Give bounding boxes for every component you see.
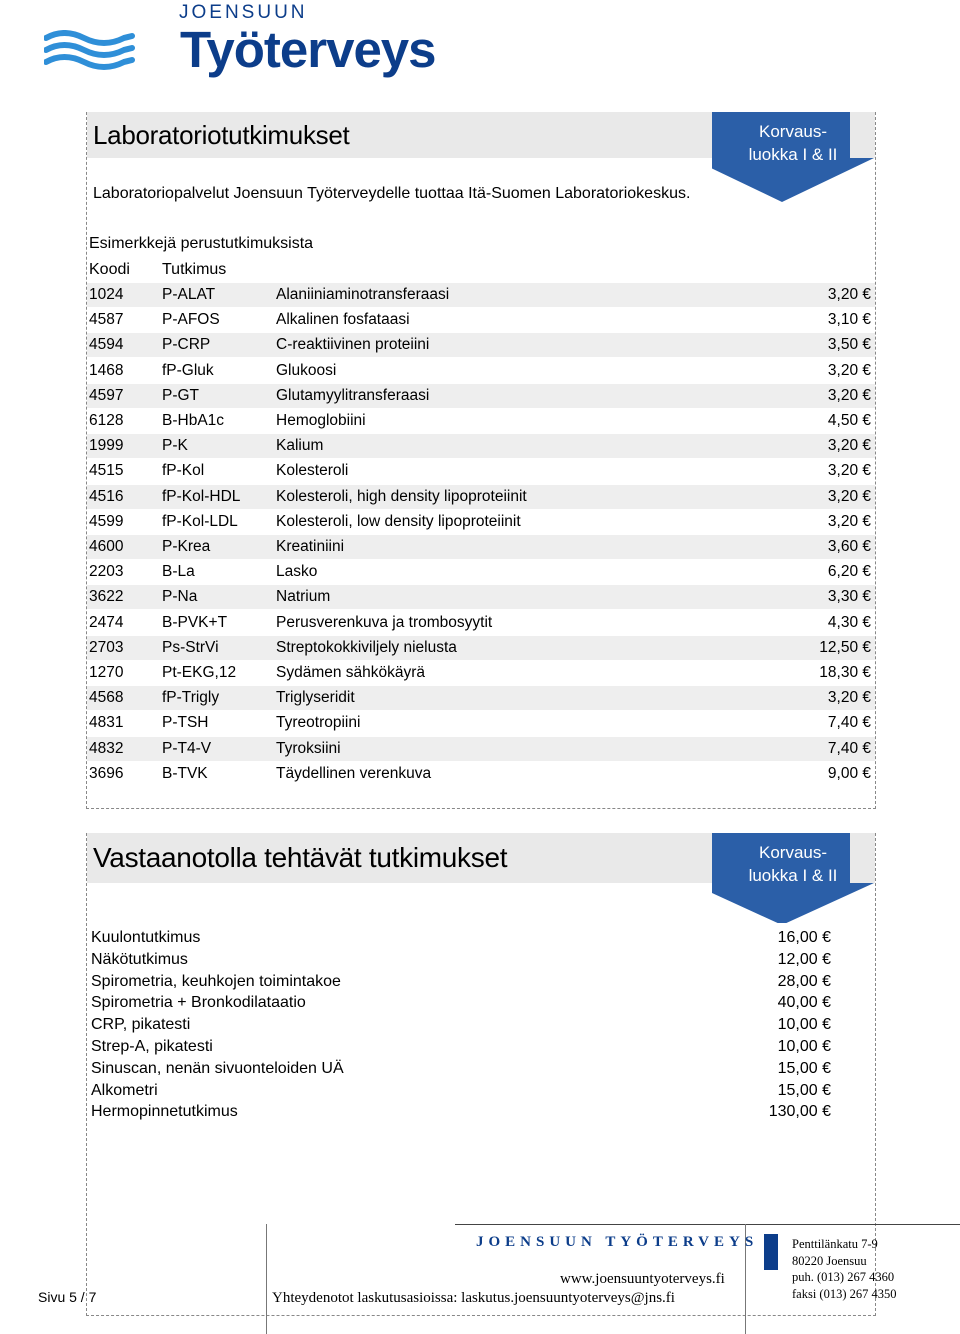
intro-text: Laboratoriopalvelut Joensuun Työterveydelle tuottaa Itä-Suomen Laboratoriokeskus. (93, 185, 691, 202)
test-abbreviation: fP-Kol-HDL (162, 487, 241, 505)
table-row (87, 535, 875, 559)
footer-brand-mark (764, 1234, 778, 1270)
logo-line1: JOENSUUN (179, 2, 308, 23)
test-price: 3,20 € (827, 689, 871, 707)
column-test: Tutkimus (162, 261, 227, 278)
test-price: 3,20 € (827, 512, 871, 530)
badge-line1: Korvaus- (758, 843, 828, 862)
list-item (91, 1081, 831, 1103)
table-row (87, 611, 875, 635)
logo-line2: Työterveys (180, 21, 436, 78)
fax-number: faksi (013) 267 4350 (792, 1286, 897, 1301)
test-description: Glutamyylitransferaasi (276, 386, 430, 404)
address-city: 80220 Joensuu (792, 1253, 867, 1268)
table-row (87, 510, 875, 534)
test-abbreviation: Ps-StrVi (162, 638, 219, 656)
footer-divider (455, 1224, 960, 1225)
list-item (91, 1059, 831, 1081)
test-abbreviation: fP-Kol (162, 462, 205, 480)
test-price: 9,00 € (827, 764, 871, 782)
reimbursement-badge (712, 833, 874, 923)
table-row (87, 686, 875, 710)
test-abbreviation: P-TSH (162, 714, 209, 732)
footer-brand: JOENSUUN TYÖTERVEYS (476, 1234, 759, 1250)
test-code: 1024 (89, 286, 124, 303)
test-price: 10,00 € (777, 1016, 831, 1034)
test-code: 6128 (89, 412, 124, 429)
test-description: Alkalinen fosfataasi (276, 311, 410, 329)
table-row (87, 560, 875, 584)
test-code: 4568 (89, 689, 124, 707)
test-description: Hemoglobiini (276, 412, 366, 429)
column-code: Koodi (89, 261, 130, 278)
test-abbreviation: P-ALAT (162, 286, 216, 303)
test-description: Streptokokkiviljely nielusta (276, 638, 457, 656)
badge-line1: Korvaus- (758, 122, 828, 141)
table-row (87, 409, 875, 433)
test-code: 4594 (89, 336, 124, 354)
test-price: 4,30 € (827, 613, 871, 631)
table-row (87, 737, 875, 761)
test-code: 2474 (89, 613, 124, 631)
list-item (91, 950, 831, 972)
footer-divider-vertical (266, 1224, 267, 1334)
test-price: 3,60 € (827, 538, 871, 555)
test-price: 3,30 € (827, 588, 871, 606)
test-price: 18,30 € (819, 664, 871, 681)
test-name: Näkötutkimus (91, 950, 188, 968)
test-description: Natrium (276, 588, 331, 606)
test-name: Hermopinnetutkimus (91, 1103, 238, 1121)
test-code: 4832 (89, 739, 124, 757)
test-description: Kalium (276, 437, 324, 455)
table-row (87, 459, 875, 483)
test-description: Sydämen sähkökäyrä (276, 664, 426, 681)
test-code: 4600 (89, 538, 124, 555)
test-abbreviation: P-AFOS (162, 311, 220, 329)
test-description: Glukoosi (276, 361, 337, 379)
table-row (87, 283, 875, 307)
test-price: 10,00 € (777, 1038, 831, 1055)
test-description: Kolesteroli, high density lipoproteiinit (276, 487, 527, 505)
test-code: 4587 (89, 311, 124, 329)
test-code: 4597 (89, 386, 124, 404)
test-code: 3696 (89, 764, 124, 782)
test-name: CRP, pikatesti (91, 1016, 191, 1034)
table-row (87, 636, 875, 660)
test-abbreviation: P-Krea (162, 538, 211, 555)
test-price: 28,00 € (777, 972, 831, 990)
test-abbreviation: B-La (162, 563, 195, 581)
test-price: 3,20 € (827, 361, 871, 379)
test-code: 1468 (89, 361, 124, 379)
test-price: 3,20 € (827, 386, 871, 404)
phone-number: puh. (013) 267 4360 (792, 1270, 895, 1284)
test-abbreviation: fP-Gluk (162, 361, 214, 379)
test-name: Kuulontutkimus (91, 929, 201, 946)
test-name: Spirometria, keuhkojen toimintakoe (91, 972, 341, 990)
address-street: Penttilänkatu 7-9 (792, 1237, 878, 1251)
test-abbreviation: P-CRP (162, 336, 211, 354)
test-code: 2703 (89, 638, 124, 656)
test-code: 4831 (89, 714, 124, 732)
test-abbreviation: B-HbA1c (162, 412, 225, 429)
test-code: 3622 (89, 588, 124, 606)
test-abbreviation: P-Na (162, 588, 198, 606)
table-row (87, 384, 875, 408)
reimbursement-badge (712, 112, 874, 202)
test-price: 3,20 € (827, 286, 871, 303)
section-title: Vastaanotolla tehtävät tutkimukset (93, 842, 508, 873)
test-code: 4599 (89, 512, 124, 530)
table-row (87, 711, 875, 735)
test-description: Tyreotropiini (276, 714, 361, 732)
test-description: Lasko (276, 563, 318, 581)
table-row (87, 762, 875, 786)
list-item (91, 1037, 831, 1059)
test-price: 3,20 € (827, 462, 871, 480)
test-code: 4515 (89, 462, 124, 480)
test-price: 16,00 € (777, 929, 831, 946)
test-price: 15,00 € (777, 1081, 831, 1099)
list-item (91, 972, 831, 994)
test-description: Alaniiniaminotransferaasi (276, 286, 450, 303)
table-row (87, 661, 875, 685)
test-code: 1270 (89, 664, 124, 681)
table-row (87, 585, 875, 609)
test-description: Tyroksiini (276, 739, 341, 757)
test-code: 4516 (89, 487, 124, 505)
test-description: Täydellinen verenkuva (276, 764, 432, 782)
footer-billing-contact: Yhteydenotot laskutusasioissa: laskutus.joensuuntyoterveys@jns.fi (272, 1290, 675, 1306)
test-abbreviation: B-TVK (162, 764, 208, 782)
test-name: Spirometria + Bronkodilataatio (91, 994, 306, 1012)
test-description: Kreatiniini (276, 538, 345, 555)
table-row (87, 359, 875, 383)
test-abbreviation: B-PVK+T (162, 613, 228, 631)
test-abbreviation: fP-Kol-LDL (162, 512, 238, 530)
test-price: 3,20 € (827, 487, 871, 505)
test-name: Alkometri (91, 1081, 158, 1099)
test-description: Kolesteroli (276, 462, 349, 480)
test-code: 2203 (89, 563, 124, 581)
test-price: 3,20 € (827, 437, 871, 455)
footer-address (792, 1236, 897, 1302)
test-abbreviation: Pt-EKG,12 (162, 664, 237, 681)
company-logo (44, 2, 436, 84)
waves-icon (44, 30, 136, 74)
test-description: C-reaktiivinen proteiini (276, 336, 430, 354)
page-number: Sivu 5 / 7 (38, 1289, 97, 1305)
table-row (87, 333, 875, 357)
test-price: 7,40 € (827, 714, 871, 732)
badge-line2: luokka I & II (748, 145, 838, 164)
test-description: Perusverenkuva ja trombosyytit (276, 613, 493, 631)
table-row (87, 308, 875, 332)
test-name: Sinuscan, nenän sivuonteloiden UÄ (91, 1059, 344, 1077)
test-price: 12,50 € (819, 638, 871, 656)
badge-line2: luokka I & II (748, 866, 838, 885)
footer-website-link[interactable]: www.joensuuntyoterveys.fi (560, 1271, 725, 1287)
test-price: 3,10 € (827, 311, 871, 329)
section-title: Laboratoriotutkimukset (93, 120, 350, 150)
list-item (91, 1102, 831, 1124)
test-price: 15,00 € (777, 1059, 831, 1077)
list-item (91, 928, 831, 950)
table-row (87, 485, 875, 509)
laboratory-section (86, 112, 876, 809)
test-abbreviation: P-T4-V (162, 739, 212, 757)
subheading: Esimerkkejä perustutkimuksista (89, 235, 314, 252)
column-header (87, 258, 875, 282)
test-name: Strep-A, pikatesti (91, 1038, 213, 1055)
test-price: 12,00 € (777, 950, 831, 968)
test-price: 3,50 € (827, 336, 871, 354)
test-abbreviation: P-GT (162, 386, 200, 404)
test-price: 40,00 € (777, 994, 831, 1012)
test-price: 130,00 € (768, 1103, 831, 1121)
test-abbreviation: P-K (162, 437, 188, 455)
test-price: 7,40 € (827, 739, 871, 757)
test-abbreviation: fP-Trigly (162, 689, 220, 707)
list-item (91, 993, 831, 1015)
list-item (91, 1015, 831, 1037)
test-description: Kolesteroli, low density lipoproteiinit (276, 512, 521, 530)
table-row (87, 434, 875, 458)
test-description: Triglyseridit (276, 689, 355, 707)
test-price: 4,50 € (827, 412, 871, 429)
test-price: 6,20 € (827, 563, 871, 581)
test-code: 1999 (89, 437, 124, 455)
